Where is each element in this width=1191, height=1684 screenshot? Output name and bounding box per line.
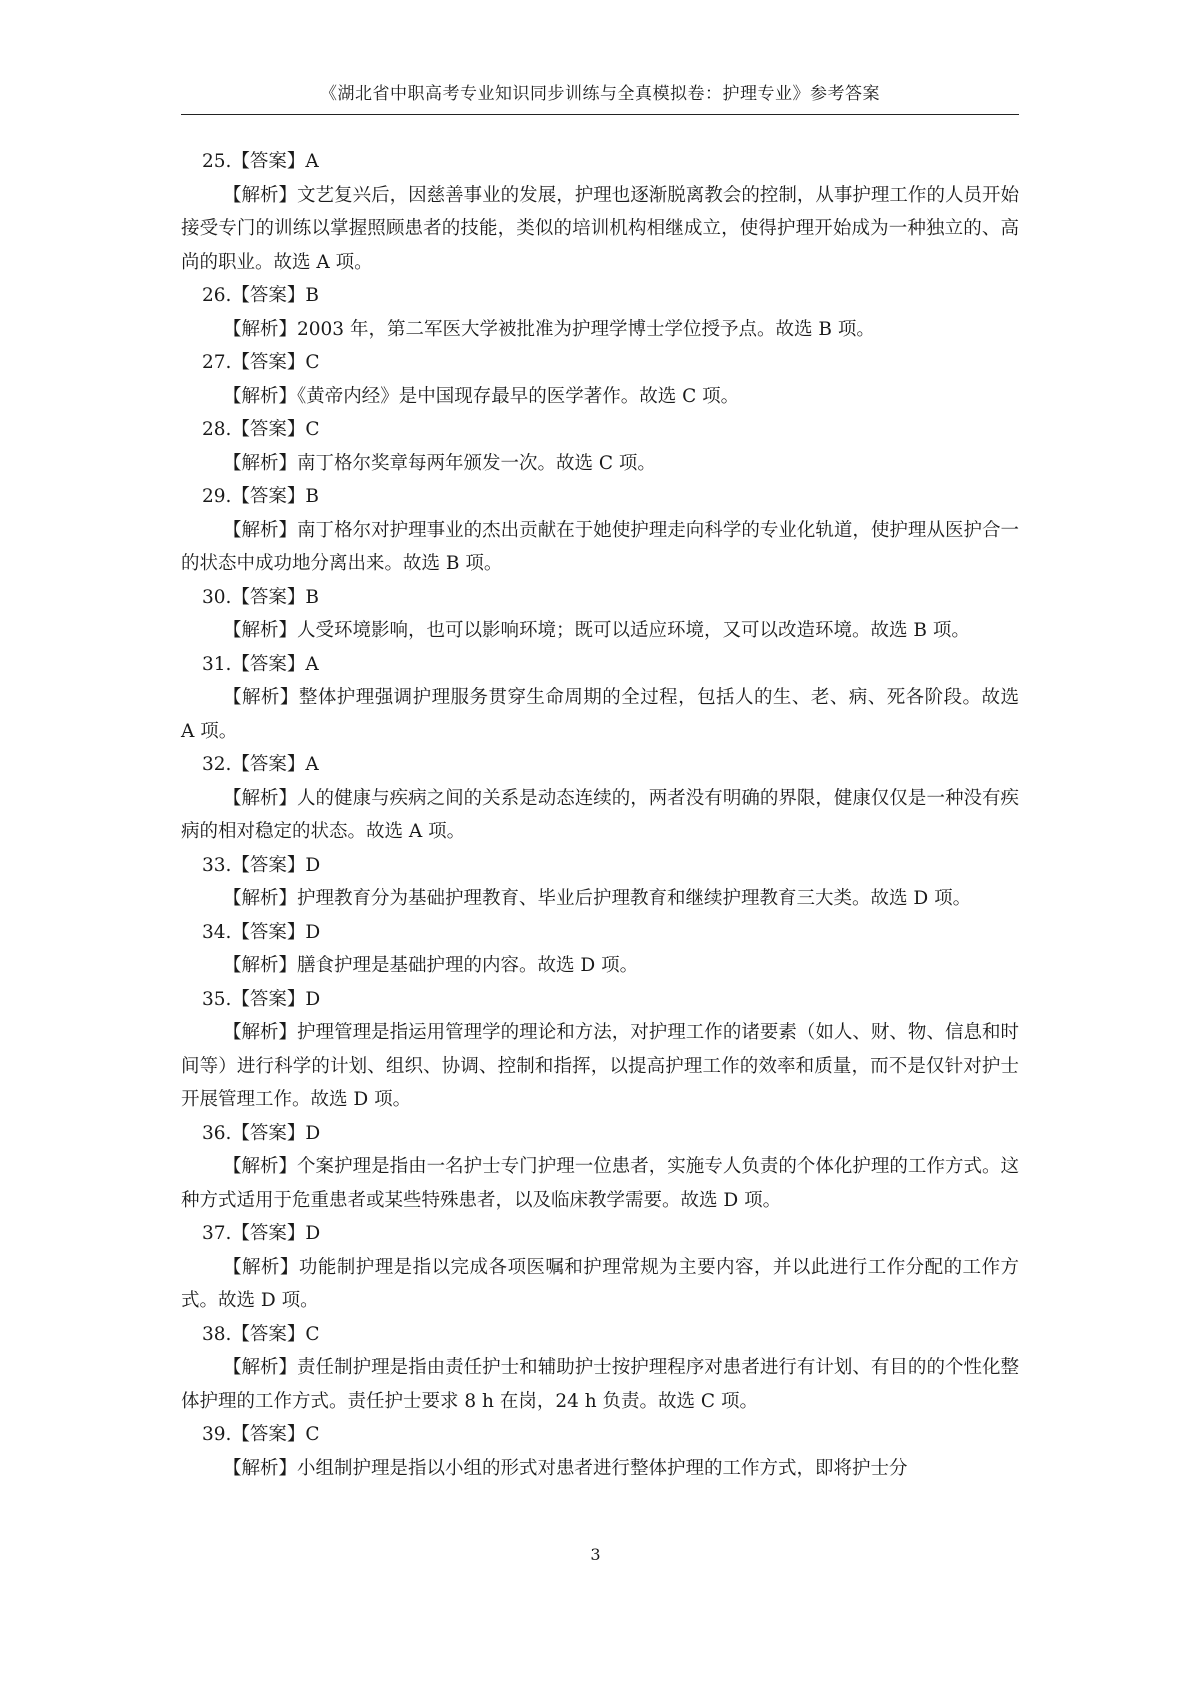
explanation-paragraph: 【解析】护理管理是指运用管理学的理论和方法，对护理工作的诸要素（如人、财、物、信息和时间等）进行科学的计划、组织、协调、控制和指挥，以提高护理工作的效率和质量，而不是仅针对护士开展管理工作。故选 D 项。 [181, 1022, 1019, 1110]
answer-line: 34.【答案】D [202, 921, 321, 943]
answer-line: 26.【答案】B [202, 285, 320, 306]
answer-line: 31.【答案】A [202, 653, 319, 675]
answer-line: 36.【答案】D [202, 1122, 321, 1144]
explanation-paragraph: 【解析】护理教育分为基础护理教育、毕业后护理教育和继续护理教育三大类。故选 D 项。 [223, 888, 972, 909]
answer-line: 39.【答案】C [202, 1424, 320, 1445]
answer-line: 37.【答案】D [202, 1223, 321, 1244]
header-divider [181, 114, 1019, 115]
answer-line: 25.【答案】A [202, 151, 319, 172]
explanation-paragraph: 【解析】人受环境影响，也可以影响环境；既可以适应环境，又可以改造环境。故选 B 项。 [223, 620, 970, 641]
explanation-paragraph: 【解析】膳食护理是基础护理的内容。故选 D 项。 [223, 955, 639, 976]
answer-line: 35.【答案】D [202, 988, 321, 1010]
explanation-paragraph: 【解析】南丁格尔对护理事业的杰出贡献在于她使护理走向科学的专业化轨道，使护理从医护合一的状态中成功地分离出来。故选 B 项。 [181, 519, 1019, 574]
explanation-paragraph: 【解析】责任制护理是指由责任护士和辅助护士按护理程序对患者进行有计划、有目的的个性化整体护理的工作方式。责任护士要求 8 h 在岗，24 h 负责。故选 C 项。 [181, 1357, 1019, 1412]
explanation-paragraph: 【解析】整体护理强调护理服务贯穿生命周期的全过程，包括人的生、老、病、死各阶段。故选 A 项。 [181, 687, 1019, 742]
explanation-paragraph: 【解析】南丁格尔奖章每两年颁发一次。故选 C 项。 [223, 452, 656, 474]
answer-line: 38.【答案】C [202, 1323, 320, 1345]
explanation-paragraph: 【解析】功能制护理是指以完成各项医嘱和护理常规为主要内容，并以此进行工作分配的工作方式。故选 D 项。 [181, 1256, 1019, 1311]
answer-list [181, 145, 1019, 1485]
answer-line: 27.【答案】C [202, 352, 320, 373]
explanation-paragraph: 【解析】小组制护理是指以小组的形式对患者进行整体护理的工作方式，即将护士分 [223, 1457, 908, 1479]
page-number: 3 [590, 1545, 601, 1564]
explanation-paragraph: 【解析】文艺复兴后，因慈善事业的发展，护理也逐渐脱离教会的控制，从事护理工作的人员开始接受专门的训练以掌握照顾患者的技能，类似的培训机构相继成立，使得护理开始成为一种独立的、高尚的职业。故选 A 项。 [181, 184, 1019, 273]
explanation-paragraph: 【解析】《黄帝内经》是中国现存最早的医学著作。故选 C 项。 [223, 385, 740, 407]
answer-line: 32.【答案】A [202, 754, 319, 775]
explanation-paragraph: 【解析】人的健康与疾病之间的关系是动态连续的，两者没有明确的界限，健康仅仅是一种没有疾病的相对稳定的状态。故选 A 项。 [181, 787, 1019, 842]
answer-line: 28.【答案】C [202, 419, 320, 440]
running-header: 《湖北省中职高考专业知识同步训练与全真模拟卷：护理专业》参考答案 [320, 84, 880, 104]
explanation-paragraph: 【解析】个案护理是指由一名护士专门护理一位患者，实施专人负责的个体化护理的工作方式。这种方式适用于危重患者或某些特殊患者，以及临床教学需要。故选 D 项。 [181, 1156, 1019, 1211]
answer-line: 30.【答案】B [202, 586, 320, 608]
answer-line: 33.【答案】D [202, 854, 321, 876]
explanation-paragraph: 【解析】2003 年，第二军医大学被批准为护理学博士学位授予点。故选 B 项。 [223, 318, 875, 340]
answer-line: 29.【答案】B [202, 486, 320, 507]
